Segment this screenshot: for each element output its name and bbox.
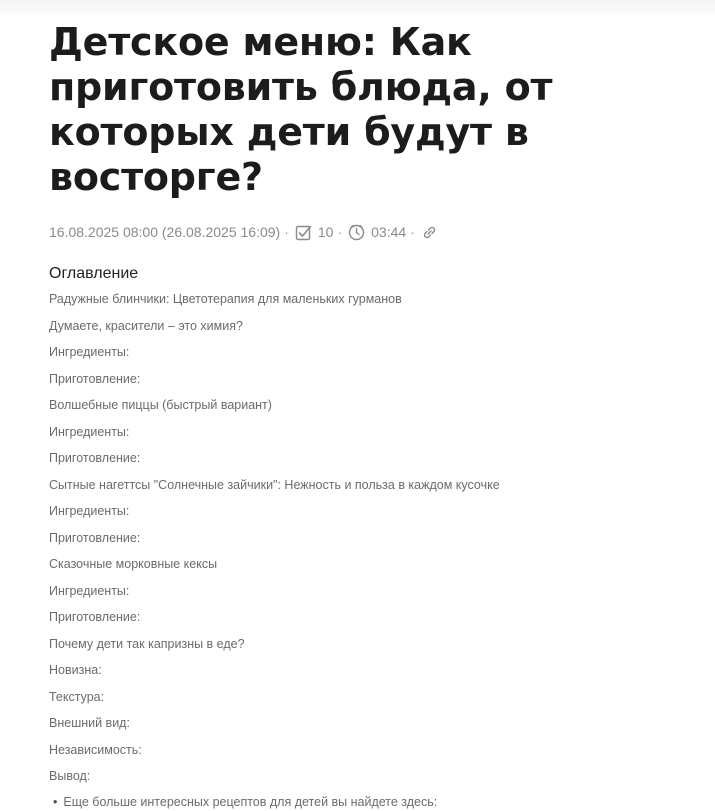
meta-separator: · xyxy=(410,224,415,240)
toc-bullet-item[interactable] xyxy=(49,793,709,811)
toc-item[interactable]: Почему дети так капризны в еде? xyxy=(49,636,245,651)
toc-item[interactable]: Ингредиенты: xyxy=(49,583,130,598)
toc-item[interactable]: Внешний вид: xyxy=(49,716,130,730)
bullet-dot: • xyxy=(53,794,58,809)
toc-bullet-text: Еще больше интересных рецептов для детей вы найдете здесь: xyxy=(63,794,438,809)
toc-list xyxy=(49,290,709,794)
table-of-contents xyxy=(49,262,709,811)
checks-count: 10 xyxy=(317,224,334,240)
toc-item[interactable]: Сытные нагеттсы "Солнечные зайчики": Нежность и польза в каждом кусочке xyxy=(49,477,500,492)
clock-icon xyxy=(348,224,365,241)
toc-item[interactable]: Думаете, красители – это химия? xyxy=(49,318,243,333)
toc-item[interactable]: Сказочные морковные кексы xyxy=(49,557,218,571)
toc-item[interactable]: Текстура: xyxy=(49,689,105,704)
toc-item[interactable]: Независимость: xyxy=(49,742,142,757)
toc-item[interactable]: Радужные блинчики: Цветотерапия для маленьких гурманов xyxy=(49,292,402,306)
meta-separator: · xyxy=(337,224,343,240)
toc-item[interactable]: Приготовление: xyxy=(49,451,141,465)
toc-item[interactable]: Ингредиенты: xyxy=(49,504,130,518)
article-title: Детское меню: Как приготовить блюда, от которых дети будут в восторге? xyxy=(49,20,553,199)
read-time: 03:44 xyxy=(371,224,407,240)
article-meta xyxy=(49,222,709,242)
meta-separator: · xyxy=(284,224,289,240)
checkbox-icon xyxy=(295,224,312,241)
toc-item[interactable]: Приготовление: xyxy=(49,530,141,545)
toc-item[interactable]: Вывод: xyxy=(49,769,91,783)
toc-title: Оглавление xyxy=(49,265,139,282)
toc-item[interactable]: Приготовление: xyxy=(49,371,141,386)
toc-item[interactable]: Волшебные пиццы (быстрый вариант) xyxy=(49,398,272,412)
toc-item[interactable]: Новизна: xyxy=(49,663,102,677)
toc-item[interactable]: Ингредиенты: xyxy=(49,345,130,359)
toc-item[interactable]: Ингредиенты: xyxy=(49,424,130,439)
article xyxy=(49,20,709,811)
publish-date: 16.08.2025 08:00 (26.08.2025 16:09) xyxy=(49,224,281,240)
toc-item[interactable]: Приготовление: xyxy=(49,610,141,624)
link-icon[interactable] xyxy=(421,224,438,241)
top-shade xyxy=(0,0,715,14)
